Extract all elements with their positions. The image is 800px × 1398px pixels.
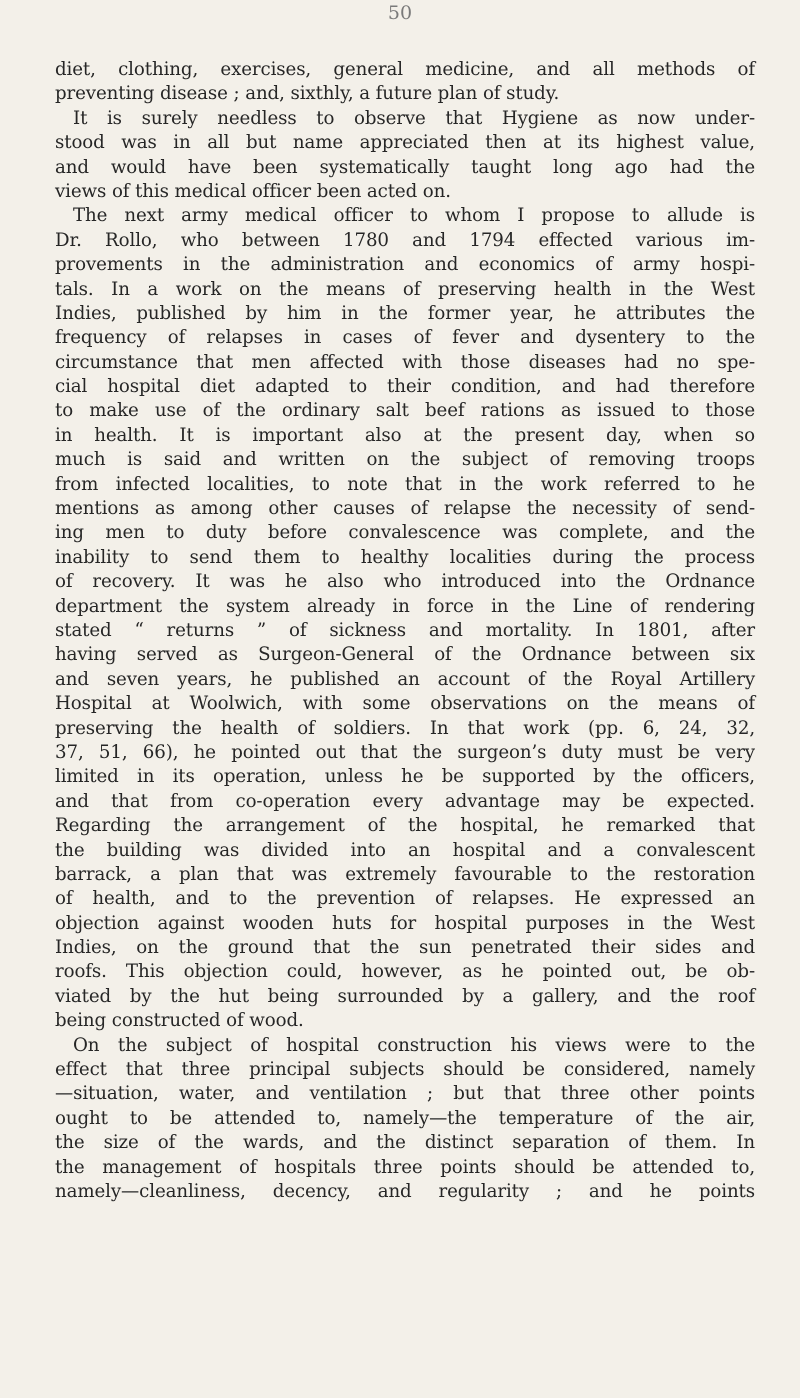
text-line: 37, 51, 66), he pointed out that the surgeon’s duty must be very — [55, 741, 755, 763]
text-line: views of this medical officer been acted on. — [55, 180, 451, 202]
text-line: preventing disease ; and, sixthly, a future plan of study. — [55, 83, 560, 105]
text-line: limited in its operation, unless he be supported by the officers, — [55, 766, 755, 788]
text-line: objection against wooden huts for hospital purposes in the West — [55, 912, 755, 934]
text-line: being constructed of wood. — [55, 1010, 304, 1032]
text-line: to make use of the ordinary salt beef rations as issued to those — [55, 400, 755, 422]
text-line: from infected localities, to note that in the work referred to he — [55, 473, 755, 495]
text-line: and would have been systematically taught long ago had the — [55, 156, 755, 178]
text-line: of health, and to the prevention of relapses. He expressed an — [55, 888, 755, 910]
text-line: Regarding the arrangement of the hospital, he remarked that — [55, 815, 755, 837]
text-line: cial hospital diet adapted to their condition, and had therefore — [55, 376, 755, 398]
text-line: of recovery. It was he also who introduced into the Ordnance — [55, 571, 755, 593]
text-line: stood was in all but name appreciated then at its highest value, — [55, 132, 755, 154]
text-line: —situation, water, and ventilation ; but that three other points — [55, 1083, 755, 1105]
text-line: diet, clothing, exercises, general medicine, and all methods of — [55, 59, 755, 80]
text-line: department the system already in force in the Line of rendering — [55, 595, 755, 617]
text-line: preserving the health of soldiers. In that work (pp. 6, 24, 32, — [55, 717, 755, 739]
text-line: Indies, published by him in the former year, he attributes the — [55, 302, 755, 324]
text-line: much is said and written on the subject of removing troops — [55, 449, 755, 471]
text-line: mentions as among other causes of relapse the necessity of send- — [55, 498, 755, 520]
text-line: barrack, a plan that was extremely favourable to the restoration — [55, 863, 755, 885]
text-line: in health. It is important also at the present day, when so — [55, 424, 755, 446]
text-line: Hospital at Woolwich, with some observations on the means of — [55, 693, 755, 715]
text-line: ing men to duty before convalescence was complete, and the — [55, 522, 755, 544]
text-line: inability to send them to healthy localities during the process — [55, 546, 755, 568]
text-line: ought to be attended to, namely—the temperature of the air, — [55, 1107, 755, 1129]
text-line: tals. In a work on the means of preserving health in the West — [55, 278, 755, 300]
text-line: Dr. Rollo, who between 1780 and 1794 effected various im- — [55, 229, 755, 251]
text-line: provements in the administration and economics of army hospi- — [55, 254, 755, 276]
text-line: On the subject of hospital construction his views were to the — [73, 1034, 755, 1056]
text-line: It is surely needless to observe that Hygiene as now under- — [73, 107, 755, 129]
text-line: The next army medical officer to whom I propose to allude is — [73, 205, 755, 227]
text-line: the building was divided into an hospital and a convalescent — [55, 839, 755, 861]
text-line: stated “ returns ” of sickness and mortality. In 1801, after — [55, 619, 755, 641]
text-line: roofs. This objection could, however, as he pointed out, be ob- — [55, 961, 755, 983]
text-line: Indies, on the ground that the sun penetrated their sides and — [55, 937, 755, 959]
text-line: the size of the wards, and the distinct separation of them. In — [55, 1132, 755, 1154]
body-text — [55, 58, 755, 1204]
text-line: the management of hospitals three points should be attended to, — [55, 1156, 755, 1178]
text-line: frequency of relapses in cases of fever and dysentery to the — [55, 327, 755, 349]
page-number: 50 — [387, 2, 413, 24]
text-line: and seven years, he published an account of the Royal Artillery — [55, 668, 755, 690]
text-line: effect that three principal subjects should be considered, namely — [55, 1059, 755, 1081]
text-line: and that from co-operation every advantage may be expected. — [55, 790, 755, 812]
text-line: having served as Surgeon-General of the Ordnance between six — [55, 644, 755, 666]
text-line: viated by the hut being surrounded by a gallery, and the roof — [55, 985, 755, 1007]
text-line: namely—cleanliness, decency, and regularity ; and he points — [55, 1180, 755, 1202]
text-line: circumstance that men affected with those diseases had no spe- — [55, 351, 755, 373]
